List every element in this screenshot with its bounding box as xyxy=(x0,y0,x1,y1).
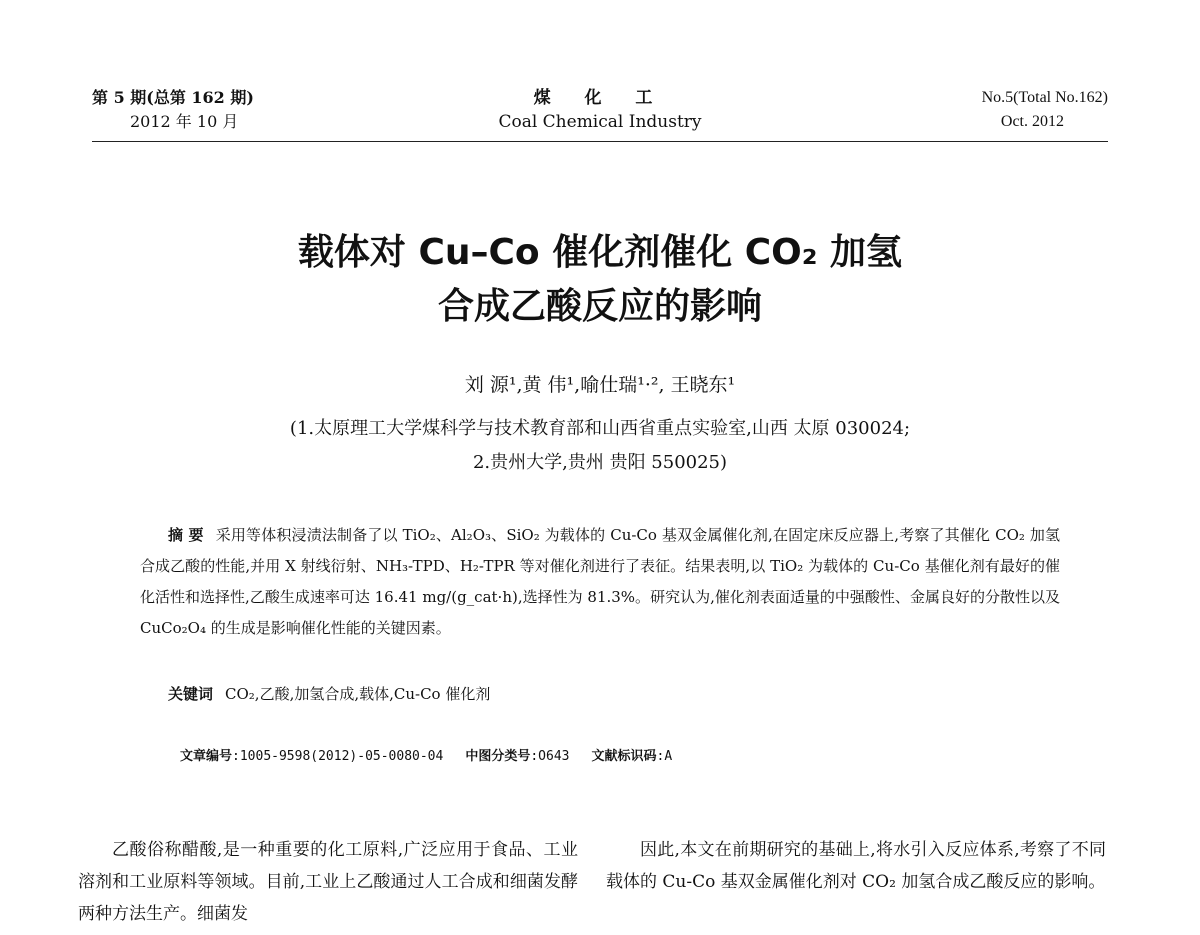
journal-name xyxy=(92,86,1108,134)
article-number: :1005-9598(2012)-05-0080-04 xyxy=(232,749,444,764)
body-paragraph: 乙酸俗称醋酸,是一种重要的化工原料,广泛应用于食品、工业溶剂和工业原料等领域。目前,工业上乙酸通过人工合成和细菌发酵两种方法生产。细菌发 xyxy=(78,840,578,924)
journal-name-en: Coal Chemical Industry xyxy=(498,112,702,132)
journal-name-cn: 煤 化 工 xyxy=(533,88,667,108)
issue-date-en: Oct. 2012 xyxy=(1000,113,1064,130)
article-number-label: 文章编号 xyxy=(180,749,233,764)
affiliation-1: (1.太原理工大学煤科学与技术教育部和山西省重点实验室,山西 太原 030024; xyxy=(289,418,911,439)
affiliation-2: 2.贵州大学,贵州 贵阳 550025) xyxy=(472,452,728,473)
abstract-text: 采用等体积浸渍法制备了以 TiO₂、Al₂O₃、SiO₂ 为载体的 Cu-Co 基双金属催化剂,在固定床反应器上,考察了其催化 CO₂ 加氢合成乙酸的性能,并用 X 射线衍射、NH₃-TPD、H₂-TPR 等对催化剂进行了表征。结果表明,以 TiO₂ 为载体的 Cu-Co 基催化剂有最好的催化活性和选择性,乙酸生成速率可达 16.41 mg/(g_cat·h),选择性为 81.3%。研究认为,催化剂表面适量的中强酸性、金属良好的分散性以及 CuCo₂O₄ 的生成是影响催化性能的关键因素。 xyxy=(140,526,1060,637)
issue-date-cn: 2012 年 10 月 xyxy=(130,112,239,131)
title-line-1: 载体对 Cu–Co 催化剂催化 CO₂ 加氢 xyxy=(297,232,903,273)
body-column-right xyxy=(606,834,1106,898)
issue-info-en xyxy=(982,86,1108,134)
affiliations xyxy=(0,412,1200,480)
article-metadata xyxy=(180,746,672,768)
author-list: 刘 源¹,黄 伟¹,喻仕瑞¹·², 王晓东¹ xyxy=(464,374,736,396)
body-paragraph: 因此,本文在前期研究的基础上,将水引入反应体系,考察了不同载体的 Cu-Co 基双金属催化剂对 CO₂ 加氢合成乙酸反应的影响。 xyxy=(606,840,1106,892)
abstract xyxy=(140,520,1060,644)
document-code: :A xyxy=(656,749,673,764)
keywords xyxy=(168,682,490,706)
paper-title xyxy=(0,226,1200,334)
title-line-2: 合成乙酸反应的影响 xyxy=(437,286,762,327)
abstract-label: 摘 要 xyxy=(168,526,204,544)
issue-number-en: No.5(Total No.162) xyxy=(981,89,1108,106)
keywords-label: 关键词 xyxy=(168,685,214,703)
document-code-label: 文献标识码 xyxy=(591,749,657,764)
clc-label: 中图分类号 xyxy=(465,749,531,764)
header-rule xyxy=(92,141,1108,142)
issue-number-cn: 第 5 期(总第 162 期) xyxy=(92,88,254,107)
running-header xyxy=(92,86,1108,142)
body-column-left xyxy=(78,834,578,930)
clc-number: :O643 xyxy=(530,749,570,764)
keywords-text: CO₂,乙酸,加氢合成,载体,Cu-Co 催化剂 xyxy=(225,685,491,703)
